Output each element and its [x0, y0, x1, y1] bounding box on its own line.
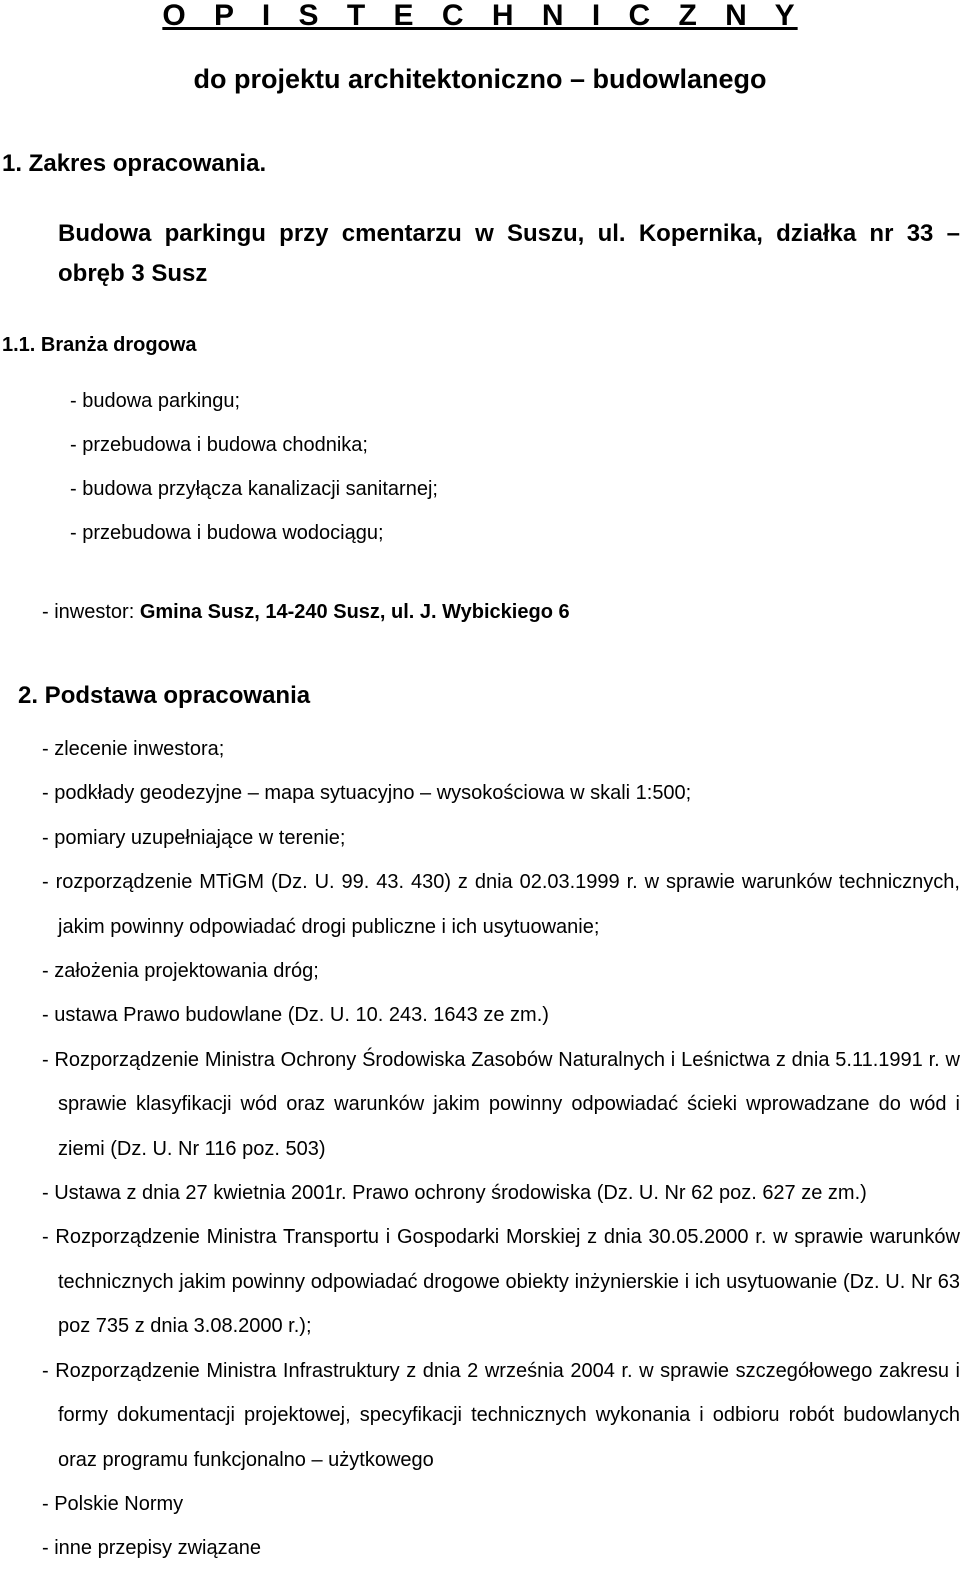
section-1-1-heading: 1.1. Branża drogowa [2, 334, 197, 356]
investor-label: - inwestor: [42, 601, 140, 623]
section-1-heading: 1. Zakres opracowania. [2, 150, 267, 177]
document-subtitle: do projektu architektoniczno – budowlanego [193, 64, 767, 94]
list-item: - inne przepisy związane [42, 1537, 261, 1560]
list-item: - przebudowa i budowa wodociągu; [70, 522, 384, 544]
list-item: - Rozporządzenie Ministra Transportu i Gospodarki Morskiej z dnia 30.05.2000 r. w sprawie warunków technicznych jakim powinny odpowiadać drogowe obiekty inżynierskie i ich usytuowanie (Dz. U. Nr 63 poz 735 z dnia 3.08.2000 r.); [42, 1226, 960, 1338]
list-item: - przebudowa i budowa chodnika; [70, 434, 368, 456]
list-item: - podkłady geodezyjne – mapa sytuacyjno – wysokościowa w skali 1:500; [42, 782, 692, 805]
section-2-list [42, 727, 960, 1571]
list-item: - zlecenie inwestora; [42, 738, 225, 760]
list-item: - Ustawa z dnia 27 kwietnia 2001r. Prawo ochrony środowiska (Dz. U. Nr 62 poz. 627 ze zm.) [42, 1182, 867, 1205]
list-item: - rozporządzenie MTiGM (Dz. U. 99. 43. 430) z dnia 02.03.1999 r. w sprawie warunków technicznych, jakim powinny odpowiadać drogi publiczne i ich usytuowanie; [42, 871, 960, 938]
section-1-description: Budowa parkingu przy cmentarzu w Suszu, ul. Kopernika, działka nr 33 – obręb 3 Susz [58, 220, 960, 287]
list-item: - Polskie Normy [42, 1492, 184, 1515]
investor-line [42, 598, 570, 626]
list-item: - pomiary uzupełniające w terenie; [42, 826, 346, 849]
list-item: - Rozporządzenie Ministra Infrastruktury z dnia 2 września 2004 r. w sprawie szczegółowego zakresu i formy dokumentacji projektowej, specyfikacji technicznych wykonania i odbioru robót budowlanych oraz programu funkcjonalno – użytkowego [42, 1359, 960, 1471]
list-item: - ustawa Prawo budowlane (Dz. U. 10. 243. 1643 ze zm.) [42, 1004, 549, 1027]
section-1-1-list [70, 379, 438, 555]
list-item: - założenia projektowania dróg; [42, 960, 319, 983]
investor-value: Gmina Susz, 14-240 Susz, ul. J. Wybickiego 6 [139, 601, 570, 623]
list-item: - Rozporządzenie Ministra Ochrony Środowiska Zasobów Naturalnych i Leśnictwa z dnia 5.11.1991 r. w sprawie klasyfikacji wód oraz warunków jakim powinny odpowiadać ścieki wprowadzane do wód i ziemi (Dz. U. Nr 116 poz. 503) [42, 1048, 960, 1160]
document-title: O P I S T E C H N I C Z N Y [162, 0, 798, 32]
list-item: - budowa parkingu; [70, 390, 241, 412]
list-item: - budowa przyłącza kanalizacji sanitarnej; [70, 478, 438, 500]
section-2-heading: 2. Podstawa opracowania [18, 682, 311, 709]
